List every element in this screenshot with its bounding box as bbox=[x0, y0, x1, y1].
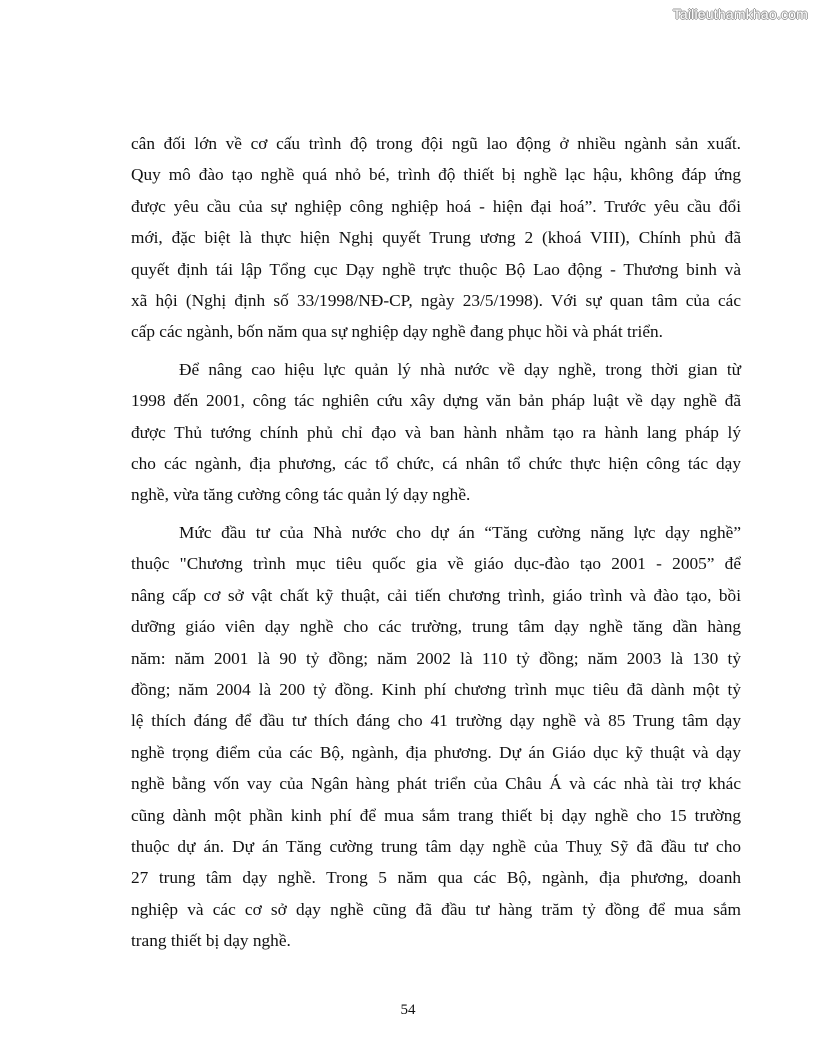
paragraph-3 bbox=[131, 517, 741, 957]
text-line: nâng cấp cơ sở vật chất kỹ thuật, cải tiến chương trình, giáo trình và đào tạo, bồi bbox=[131, 585, 741, 605]
text-line: nghề trọng điểm của các Bộ, ngành, địa phương. Dự án Giáo dục kỹ thuật và dạy bbox=[131, 742, 741, 762]
text-line: cũng dành một phần kinh phí để mua sắm trang thiết bị dạy nghề cho 15 trường bbox=[131, 805, 741, 825]
text-line: Mức đầu tư của Nhà nước cho dự án “Tăng cường năng lực dạy nghề” bbox=[179, 522, 741, 542]
page-body bbox=[131, 128, 741, 957]
text-line: được yêu cầu của sự nghiệp công nghiệp hoá - hiện đại hoá”. Trước yêu cầu đổi bbox=[131, 196, 741, 216]
text-line: nghiệp và các cơ sở dạy nghề cũng đã đầu tư hàng trăm tỷ đồng để mua sắm bbox=[131, 899, 741, 919]
text-line: Quy mô đào tạo nghề quá nhỏ bé, trình độ thiết bị nghề lạc hậu, không đáp ứng bbox=[131, 165, 741, 185]
text-line: Để nâng cao hiệu lực quản lý nhà nước về dạy nghề, trong thời gian từ bbox=[179, 359, 741, 379]
page-number: 54 bbox=[400, 1002, 416, 1018]
text-line: cân đối lớn về cơ cấu trình độ trong đội ngũ lao động ở nhiều ngành sản xuất. bbox=[131, 134, 741, 153]
text-line: nghề bằng vốn vay của Ngân hàng phát triển của Châu Á và các nhà tài trợ khác bbox=[131, 774, 741, 794]
watermark: Tailieuthamkhao.com bbox=[672, 6, 808, 22]
text-line: trang thiết bị dạy nghề. bbox=[131, 931, 291, 951]
text-line: quyết định tái lập Tổng cục Dạy nghề trực thuộc Bộ Lao động - Thương binh và bbox=[131, 259, 741, 279]
text-line: mới, đặc biệt là thực hiện Nghị quyết Trung ương 2 (khoá VIII), Chính phủ đã bbox=[131, 228, 741, 248]
text-line: cấp các ngành, bốn năm qua sự nghiệp dạy nghề đang phục hồi và phát triển. bbox=[131, 322, 663, 342]
text-line: đồng; năm 2004 là 200 tỷ đồng. Kinh phí chương trình mục tiêu đã dành một tỷ bbox=[131, 679, 741, 699]
text-line: dưỡng giáo viên dạy nghề cho các trường, trung tâm dạy nghề tăng dần hàng bbox=[131, 617, 741, 637]
text-line: cho các ngành, địa phương, các tổ chức, cá nhân tổ chức thực hiện công tác dạy bbox=[131, 454, 741, 474]
text-line: thuộc dự án. Dự án Tăng cường trung tâm dạy nghề của Thuỵ Sỹ đã đầu tư cho bbox=[131, 836, 741, 856]
paragraph-1 bbox=[131, 128, 741, 348]
text-line: nghề, vừa tăng cường công tác quản lý dạy nghề. bbox=[131, 485, 471, 505]
text-line: 1998 đến 2001, công tác nghiên cứu xây dựng văn bản pháp luật về dạy nghề đã bbox=[131, 391, 741, 411]
text-line: lệ thích đáng để đầu tư thích đáng cho 41 trường dạy nghề và 85 Trung tâm dạy bbox=[131, 711, 741, 731]
text-line: 27 trung tâm dạy nghề. Trong 5 năm qua các Bộ, ngành, địa phương, doanh bbox=[131, 868, 741, 888]
paragraph-2 bbox=[131, 354, 741, 511]
text-line: năm: năm 2001 là 90 tỷ đồng; năm 2002 là 110 tỷ đồng; năm 2003 là 130 tỷ bbox=[131, 648, 741, 668]
text-line: được Thủ tướng chính phủ chỉ đạo và ban hành nhằm tạo ra hành lang pháp lý bbox=[131, 422, 741, 442]
text-line: thuộc "Chương trình mục tiêu quốc gia về giáo dục-đào tạo 2001 - 2005” để bbox=[131, 554, 741, 574]
text-line: xã hội (Nghị định số 33/1998/NĐ-CP, ngày 23/5/1998). Với sự quan tâm của các bbox=[131, 291, 741, 311]
